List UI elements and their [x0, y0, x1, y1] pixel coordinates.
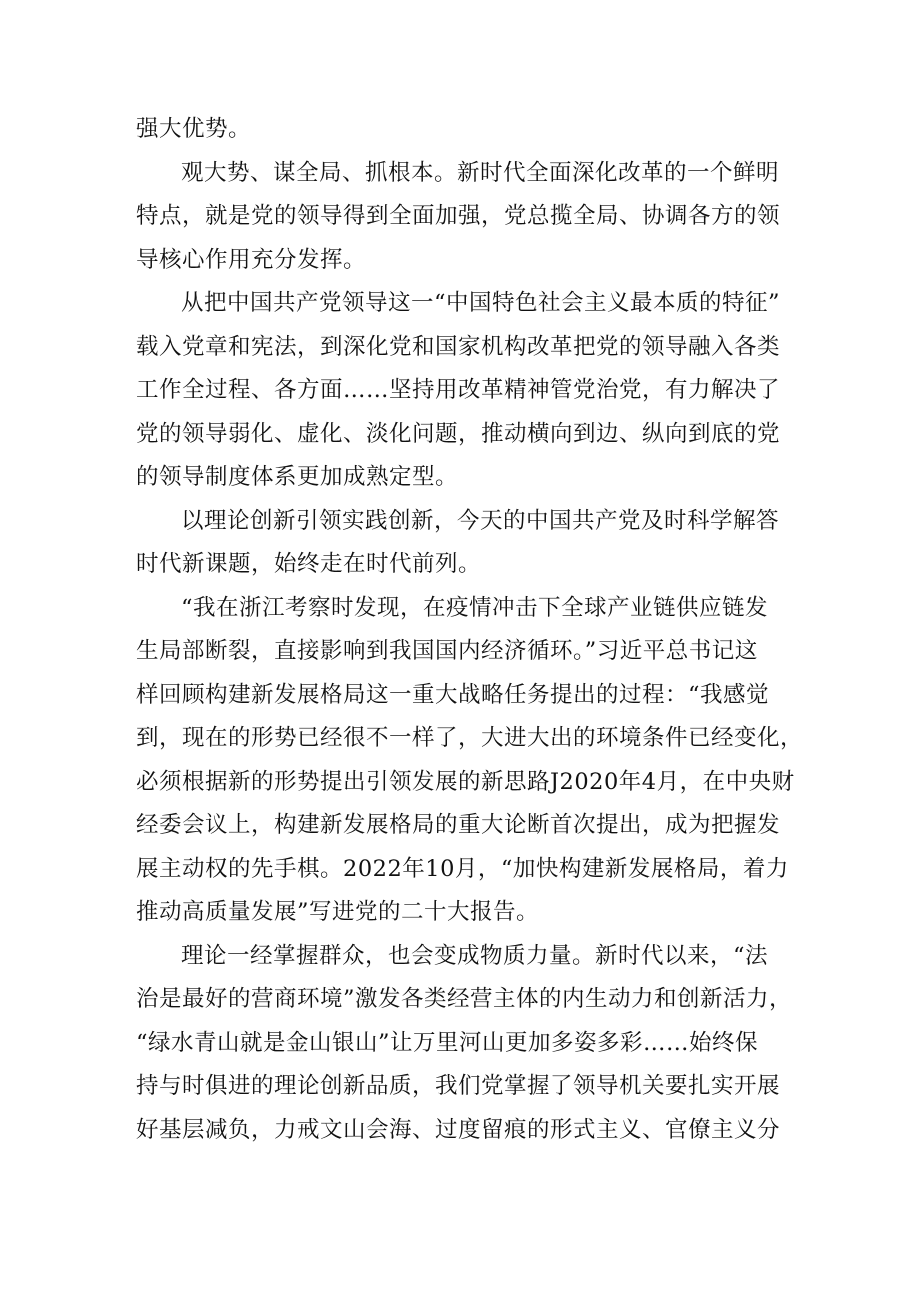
- text-line: 时代新课题，始终走在时代前列。: [136, 551, 482, 577]
- text-line: 从把中国共产党领导这一“中国特色社会主义最本质的特征”: [181, 290, 781, 316]
- text-line: 强大优势。: [136, 116, 252, 142]
- text-line: 治是最好的营商环境”激发各类经营主体的内生动力和创新活力，: [136, 986, 793, 1012]
- text-line: 工作全过程、各方面……坚持用改革精神管党治党，有力解决了: [136, 377, 781, 403]
- text-line: 必须根据新的形势提出引领发展的新思路J2020年4月，在中央财: [136, 768, 795, 795]
- text-line: 导核心作用充分发挥。: [136, 246, 367, 273]
- text-line: 展主动权的先手棋。2022年10月，“加快构建新发展格局，着力: [136, 855, 789, 882]
- text-line: 特点，就是党的领导得到全面加强，党总揽全局、协调各方的领: [136, 203, 781, 229]
- text-line: 样回顾构建新发展格局这一重大战略任务提出的过程：“我感觉: [136, 681, 770, 708]
- text-line: “绿水青山就是金山银山”让万里河山更加多姿多彩……始终保: [136, 1029, 759, 1056]
- text-line: 好基层减负，力戒文山会海、过度留痕的形式主义、官僚主义分: [136, 1116, 781, 1143]
- text-line: 党的领导弱化、虚化、淡化问题，推动横向到边、纵向到底的党: [136, 420, 781, 447]
- text-line: 观大势、谋全局、抓根本。新时代全面深化改革的一个鲜明: [181, 159, 780, 186]
- text-line: 载入党章和宪法，到深化党和国家机构改革把党的领导融入各类: [136, 333, 781, 360]
- text-line: 理论一经掌握群众，也会变成物质力量。新时代以来，“法: [181, 942, 769, 969]
- text-line: 以理论创新引领实践创新，今天的中国共产党及时科学解答: [181, 507, 780, 534]
- text-line: 生局部断裂，直接影响到我国国内经济循环。”习近平总书记这: [136, 638, 758, 664]
- text-line: 的领导制度体系更加成熟定型。: [136, 464, 459, 490]
- text-line: 推动高质量发展”写进党的二十大报告。: [136, 899, 540, 925]
- text-line: 到，现在的形势已经很不一样了，大进大出的环境条件已经变化，: [136, 725, 804, 751]
- text-line: 经委会议上，构建新发展格局的重大论断首次提出，成为把握发: [136, 812, 781, 838]
- text-line: “我在浙江考察时发现，在疫情冲击下全球产业链供应链发: [181, 594, 769, 621]
- body-text: [136, 108, 804, 1152]
- text-line: 持与时俱进的理论创新品质，我们党掌握了领导机关要扎实开展: [136, 1073, 781, 1099]
